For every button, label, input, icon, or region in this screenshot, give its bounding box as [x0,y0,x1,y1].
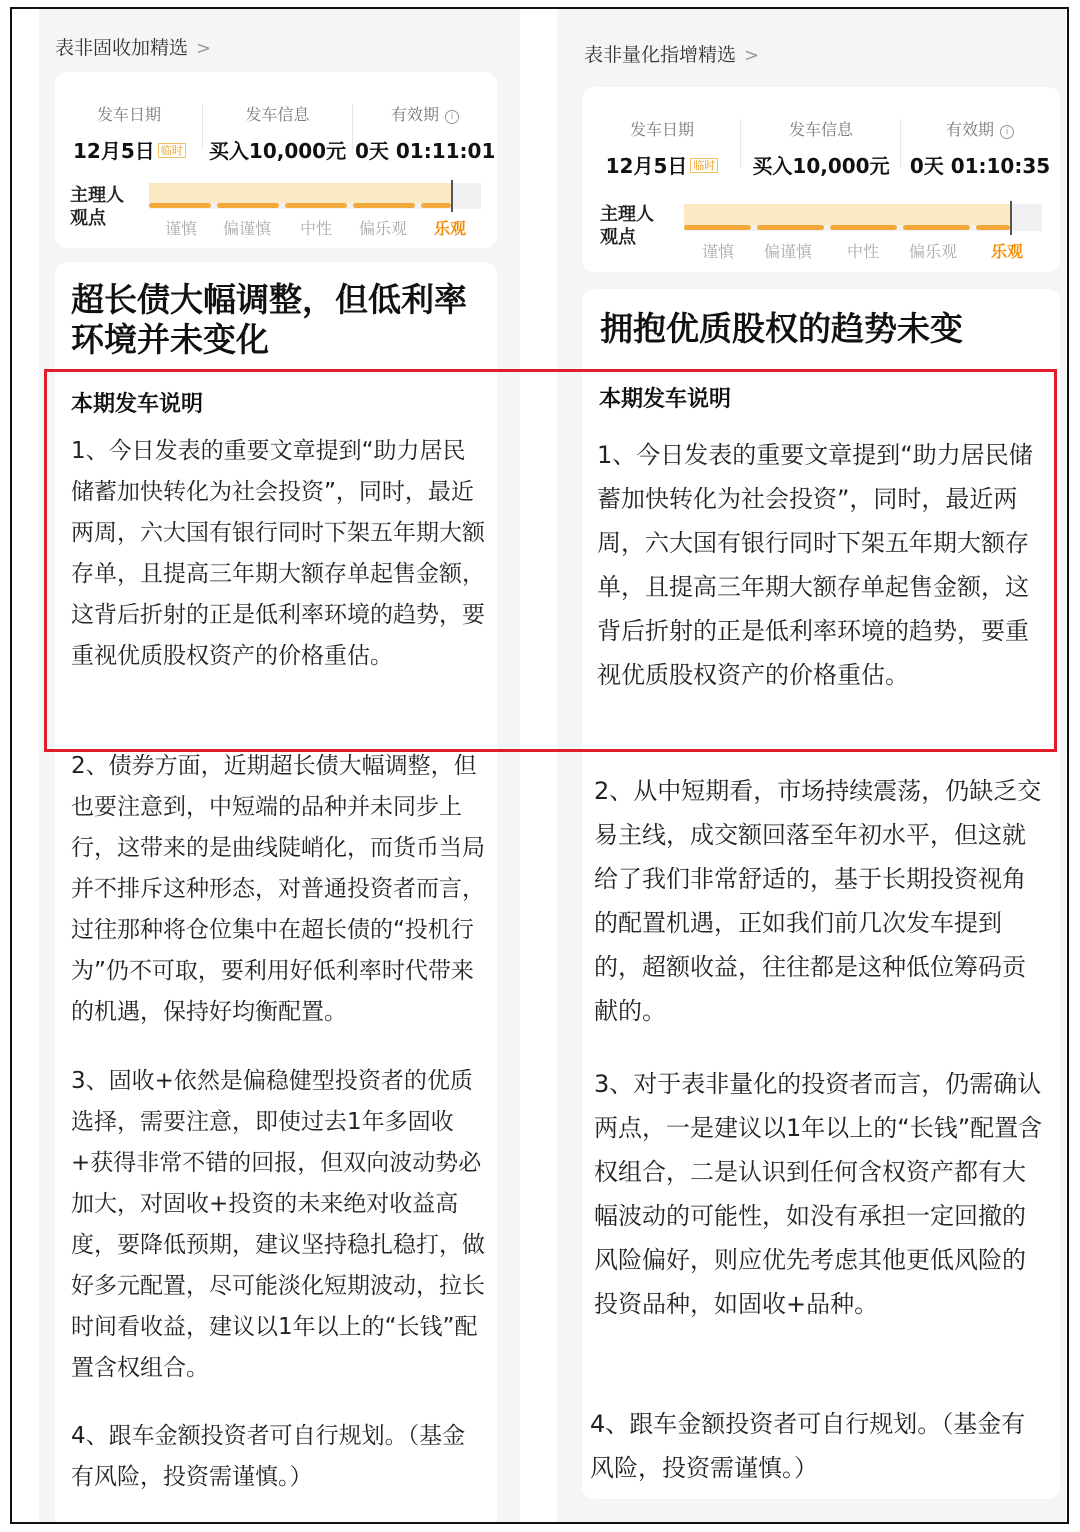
divider [352,104,353,150]
level-label-active: 乐观 [991,242,1024,261]
info-card [55,72,497,248]
date-cell [73,102,185,164]
level-segment [149,203,211,208]
paragraph-1: 1、今日发表的重要文章提到“助力居民储蓄加快转化为社会投资”，同时，最近两周，六大国有银行同时下架五年期大额存单，且提高三年期大额存单起售金额，这背后折射的正是低利率环境的趋势，要重视优质股权资产的价格重估。 [71,438,485,669]
paragraph-3: 3、固收+依然是偏稳健型投资者的优质选择，需要注意，即使过去1年多固收+获得非常不错的回报，但双向波动势必加大，对固收+投资的未来绝对收益高度，要降低预期，建议坚持稳扎稳打，做好多元配置，尽可能淡化短期波动，拉长时间看收益，建议以1年以上的“长钱”配置含权组合。 [71,1068,485,1381]
paragraph-4: 4、跟车金额投资者可自行规划。（基金有风险，投资需谨慎。） [71,1423,466,1490]
trade-value: 买入10,000元 [208,139,347,163]
sentiment-marker [1010,201,1012,235]
level-label: 偏乐观 [909,242,958,261]
level-label: 偏乐观 [359,219,408,238]
level-segment [217,203,279,208]
info-card [582,87,1060,272]
chevron-right-icon: > [744,45,760,66]
view-label: 主理人观点 [600,204,654,248]
level-segment [353,203,415,208]
paragraph-4: 4、跟车金额投资者可自行规划。（基金有风险，投资需谨慎。） [590,1410,1026,1482]
breadcrumb-label: 表非固收加精选 [55,37,189,59]
right-panel [557,9,1066,1522]
level-segment [285,203,347,208]
sentiment-fill [149,183,451,203]
level-label: 偏谨慎 [223,219,272,238]
valid-label[interactable] [355,102,495,125]
valid-label-text: 有效期 [390,105,439,124]
date-text: 12月5日 [73,139,155,163]
valid-countdown: 0天 01:11:01 [355,139,496,163]
paragraph-1: 1、今日发表的重要文章提到“助力居民储蓄加快转化为社会投资”，同时，最近两周，六大国有银行同时下架五年期大额存单，且提高三年期大额存单起售金额，这背后折射的正是低利率环境的趋势，要重视优质股权资产的价格重估。 [597,441,1033,689]
date-cell [602,117,722,179]
level-segment [757,225,824,230]
divider [900,119,901,167]
valid-countdown: 0天 01:10:35 [909,154,1051,178]
level-segment [421,203,451,208]
paragraph-3: 3、对于表非量化的投资者而言，仍需确认两点，一是建议以1年以上的“长钱”配置含权组合，二是认识到任何含权资产都有大幅波动的可能性，如没有承担一定回撤的风险偏好，则应优先考虑其他更低风险的投资品种，如固收+品种。 [594,1070,1043,1318]
paragraph-2: 2、从中短期看，市场持续震荡，仍缺乏交易主线，成交额回落至年初水平，但这就给了我们非常舒适的，基于长期投资视角的配置机遇，正如我们前几次发车提到的，超额收益，往往都是这种低位筹码贡献的。 [594,777,1042,1025]
info-icon[interactable]: i [1000,125,1014,139]
screenshot-frame [10,7,1069,1524]
paragraph-2: 2、债券方面，近期超长债大幅调整，但也要注意到，中短端的品种并未同步上行，这带来的是曲线陡峭化，而货币当局并不排斥这种形态，对普通投资者而言，过往那种将仓位集中在超长债的“投机行为”仍不可取，要利用好低利率时代带来的机遇，保持好均衡配置。 [71,753,485,1025]
trade-cell [205,102,350,164]
date-value [602,150,722,179]
left-panel [39,9,520,1522]
date-text: 12月5日 [605,154,688,178]
info-icon[interactable]: i [445,110,459,124]
breadcrumb-label: 表非量化指增精选 [584,44,737,66]
divider [740,119,741,167]
level-label-active: 乐观 [434,219,467,238]
sentiment-marker [451,180,453,212]
valid-label[interactable] [904,117,1056,140]
valid-cell [355,102,495,164]
valid-cell [904,117,1056,179]
date-label: 发车日期 [629,120,694,139]
level-label: 中性 [847,242,880,261]
trade-label: 发车信息 [245,105,310,124]
section-heading: 本期发车说明 [599,387,732,412]
level-label: 中性 [300,219,333,238]
valid-label-text: 有效期 [945,120,994,139]
level-label: 谨慎 [165,219,198,238]
date-label: 发车日期 [96,105,161,124]
level-segment [903,225,970,230]
temp-badge: 临时 [158,143,186,158]
breadcrumb[interactable] [584,40,759,67]
trade-value: 买入10,000元 [752,154,890,178]
level-segment [976,225,1010,230]
section-heading: 本期发车说明 [71,392,204,417]
sentiment-fill [684,204,1010,225]
article-title: 超长债大幅调整，但低利率环境并未变化 [71,280,467,359]
level-segment [684,225,751,230]
article-title: 拥抱优质股权的趋势未变 [600,309,963,348]
level-label: 谨慎 [702,242,735,261]
breadcrumb[interactable] [55,33,211,60]
date-value [73,135,185,164]
level-label: 偏谨慎 [764,242,813,261]
level-segment [830,225,897,230]
content-card [582,289,1060,1499]
content-card [55,262,497,1522]
view-label: 主理人观点 [70,185,124,229]
divider [202,104,203,150]
chevron-right-icon: > [196,38,212,59]
temp-badge: 临时 [690,158,718,173]
trade-label: 发车信息 [788,120,853,139]
trade-cell [745,117,897,179]
